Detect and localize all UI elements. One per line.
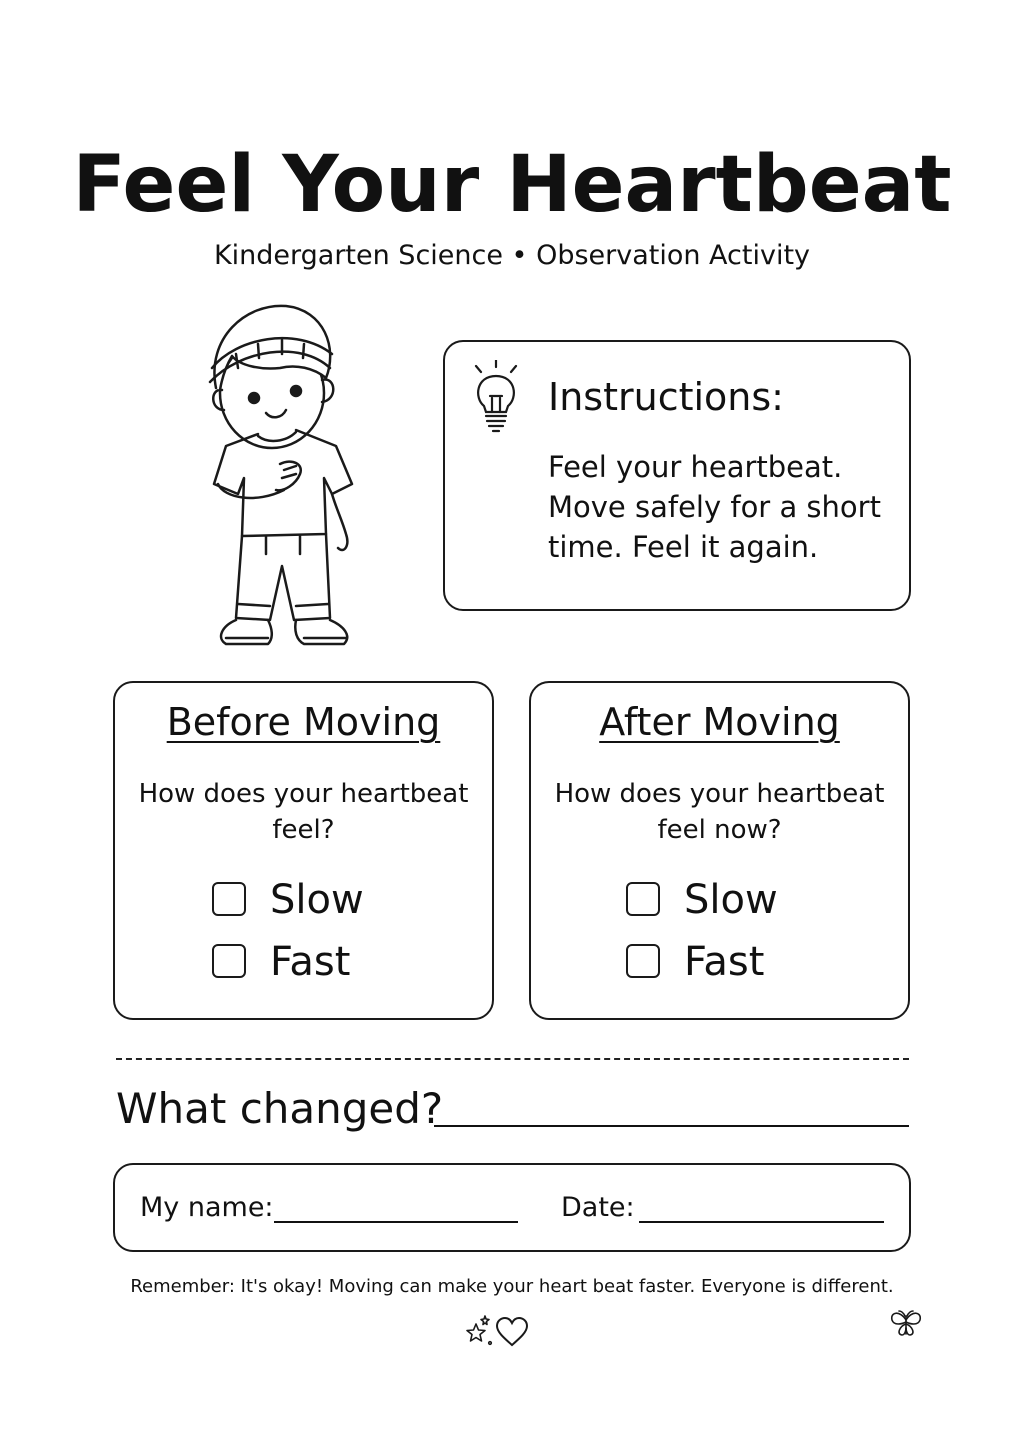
lightbulb-icon (470, 360, 522, 436)
before-moving-title: Before Moving (166, 700, 441, 744)
name-answer-line[interactable] (274, 1221, 518, 1223)
instructions-heading: Instructions: (548, 375, 784, 419)
after-moving-title: After Moving (599, 700, 840, 744)
dashed-divider (116, 1058, 909, 1060)
after-slow-label: Slow (684, 877, 778, 923)
date-label: Date: (561, 1192, 635, 1223)
what-changed-label: What changed? (116, 1084, 444, 1133)
after-fast-label: Fast (684, 939, 765, 985)
before-fast-label: Fast (270, 939, 351, 985)
page-title: Feel Your Heartbeat (72, 140, 952, 230)
before-question: How does your heartbeat feel? (138, 779, 469, 845)
name-label: My name: (140, 1192, 274, 1223)
what-changed-answer-line[interactable] (434, 1125, 909, 1127)
child-hand-on-chest-illustration (196, 298, 371, 656)
butterfly-icon (888, 1306, 924, 1340)
after-fast-checkbox[interactable] (626, 944, 660, 978)
before-slow-label: Slow (270, 877, 364, 923)
before-fast-checkbox[interactable] (212, 944, 246, 978)
date-answer-line[interactable] (639, 1221, 884, 1223)
after-slow-checkbox[interactable] (626, 882, 660, 916)
heart-icon (494, 1316, 530, 1348)
remember-note: Remember: It's okay! Moving can make your heart beat faster. Everyone is different. (130, 1276, 894, 1297)
before-slow-checkbox[interactable] (212, 882, 246, 916)
after-question: How does your heartbeat feel now? (554, 779, 885, 845)
star-icon (465, 1312, 497, 1348)
instructions-text: Feel your heartbeat. Move safely for a short time. Feel it again. (548, 450, 881, 564)
page-subtitle: Kindergarten Science • Observation Activity (213, 240, 811, 271)
